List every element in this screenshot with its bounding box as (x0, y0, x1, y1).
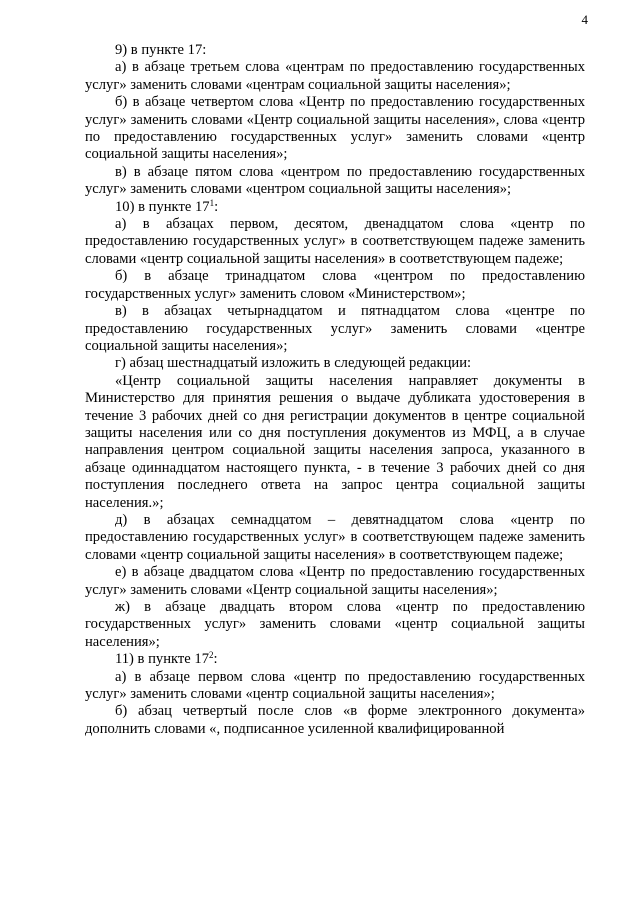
item-10-a: а) в абзацах первом, десятом, двенадцатом слова «центр по предоставлению государственных услуг» в соответствующем падеже заменить словами «центр социальной защиты населения» в соответствующем падеже; (85, 216, 585, 267)
item-10-e: е) в абзаце двадцатом слова «Центр по предоставлению государственных услуг» заменить словами «Центр социальной защиты населения»; (85, 564, 585, 598)
item-10-d: д) в абзацах семнадцатом – девятнадцатом слова «центр по предоставлению государственных услуг» в соответствующем падеже заменить словами «центр социальной защиты населения» в соответствующем падеже; (85, 511, 585, 563)
item-11-heading-suffix: : (213, 651, 218, 668)
item-10-heading (85, 199, 585, 216)
item-10-heading-suffix: : (214, 198, 219, 215)
document-body (85, 42, 585, 738)
item-9-heading: 9) в пункте 17: (115, 42, 207, 58)
item-11-b: б) абзац четвертый после слов «в форме электронного документа» дополнить словами «, подписанное усиленной квалифицированной (85, 703, 585, 737)
item-10-g: г) абзац шестнадцатый изложить в следующей редакции: (115, 355, 472, 372)
item-10-heading-text: 10) в пункте 17 (115, 198, 210, 215)
item-11-a: а) в абзаце первом слова «центр по предоставлению государственных услуг» заменить словами «центр социальной защиты населения»; (85, 668, 585, 703)
item-11-heading-text: 11) в пункте 17 (115, 651, 210, 668)
item-11-heading-superscript: 2 (209, 650, 214, 661)
item-10-b: б) в абзаце тринадцатом слова «центром по предоставлению государственных услуг» заменить словом «Министерством»; (85, 268, 585, 302)
item-11-heading (85, 651, 585, 668)
page-number: 4 (581, 12, 588, 27)
item-10-zh: ж) в абзаце двадцать втором слова «центр по предоставлению государственных услуг» заменить словами «центр социальной защиты населения»; (85, 599, 585, 650)
item-10-heading-superscript: 1 (209, 197, 215, 208)
item-10-g-quote: «Центр социальной защиты населения направляет документы в Министерство для принятия решения о выдаче дубликата удостоверения в течение 3 рабочих дней со дня регистрации документов в центре социальной защиты населения или со дня поступления документов из МФЦ, а в случае направления центром социальной защиты населения запроса, указанного в абзаце одиннадцатом настоящего пункта, - в течение 3 рабочих дней со дня поступления последнего ответа на запрос центра социальной защиты населения.»; (85, 372, 585, 511)
item-10-v: в) в абзацах четырнадцатом и пятнадцатом слова «центре по предоставлению государственных услуг» заменить словами «центре социальной защиты населения»; (85, 303, 585, 354)
item-9-v: в) в абзаце пятом слова «центром по предоставлению государственных услуг» заменить словами «центром социальной защиты населения»; (85, 163, 585, 198)
item-9-a: а) в абзаце третьем слова «центрам по предоставлению государственных услуг» заменить словами «центрам социальной защиты населения»; (85, 59, 585, 93)
item-9-b: б) в абзаце четвертом слова «Центр по предоставлению государственных услуг» заменить словами «Центр социальной защиты населения», слова «центр по предоставлению государственных услуг» заменить словами «центр социальной защиты населения»; (85, 94, 585, 163)
